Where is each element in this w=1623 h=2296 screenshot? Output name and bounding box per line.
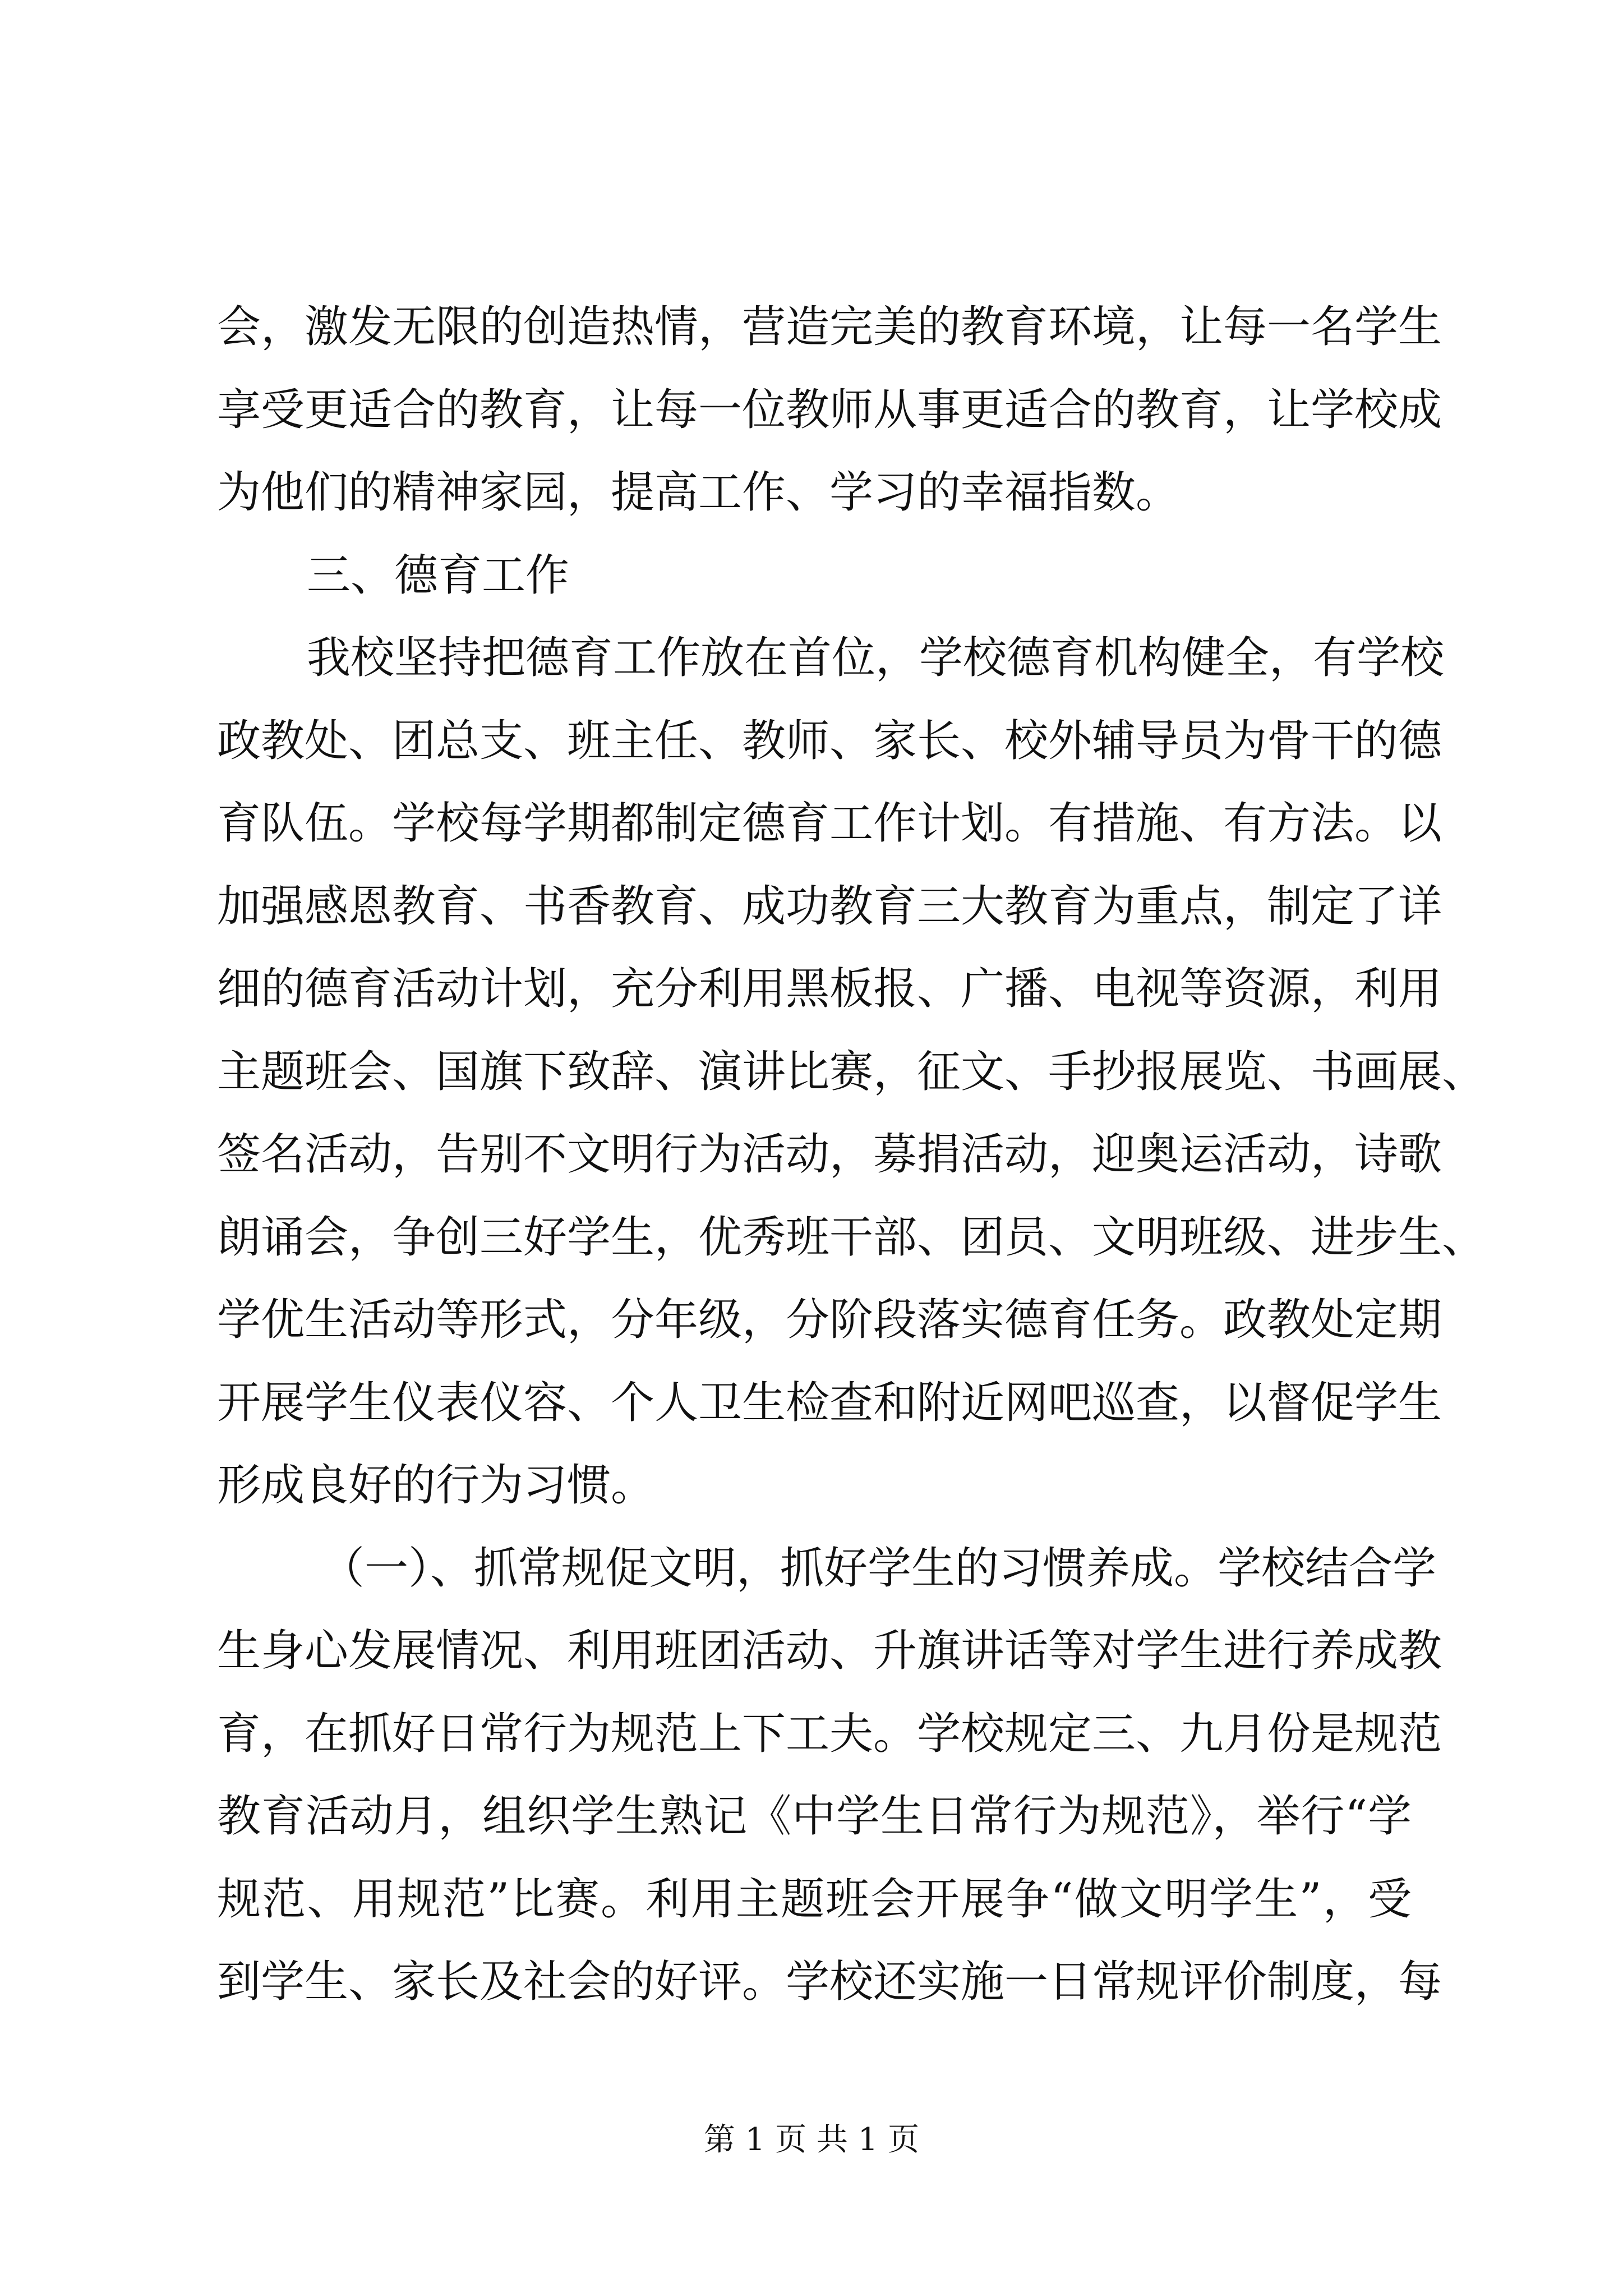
text-line: 朗诵会，争创三好学生，优秀班干部、团员、文明班级、进步生、 — [217, 1212, 1486, 1263]
text-line: 学优生活动等形式，分年级，分阶段落实德育任务。政教处定期 — [217, 1295, 1442, 1345]
text-line: 形成良好的行为习惯。 — [217, 1460, 655, 1511]
text-line: 育，在抓好日常行为规范上下工夫。学校规定三、九月份是规范 — [217, 1708, 1442, 1759]
text-line: 开展学生仪表仪容、个人卫生检查和附近网吧巡查，以督促学生 — [217, 1377, 1442, 1428]
text-line: 为他们的精神家园，提高工作、学习的幸福指数。 — [217, 467, 1180, 518]
page-number-footer: 第 1 页 共 1 页 — [703, 2122, 920, 2158]
text-line: 政教处、团总支、班主任、教师、家长、校外辅导员为骨干的德 — [217, 715, 1442, 766]
text-line: 享受更适合的教育，让每一位教师从事更适合的教育，让学校成 — [217, 384, 1442, 435]
text-line: 我校坚持把德育工作放在首位，学校德育机构健全，有学校 — [307, 633, 1445, 683]
text-line: 规范、用规范”比赛。利用主题班会开展争“做文明学生”，受 — [217, 1874, 1412, 1925]
subsection-line: （一）、抓常规促文明，抓好学生的习惯养成。学校结合学 — [321, 1543, 1437, 1594]
text-line: 加强感恩教育、书香教育、成功教育三大教育为重点，制定了详 — [217, 881, 1442, 932]
text-line: 育队伍。学校每学期都制定德育工作计划。有措施、有方法。以 — [217, 798, 1442, 849]
text-line: 主题班会、国旗下致辞、演讲比赛，征文、手抄报展览、书画展、 — [217, 1046, 1486, 1097]
text-line: 教育活动月，组织学生熟记《中学生日常行为规范》，举行“学 — [217, 1791, 1412, 1842]
text-line: 生身心发展情况、利用班团活动、升旗讲话等对学生进行养成教 — [217, 1626, 1442, 1676]
section-heading: 三、德育工作 — [307, 550, 570, 601]
body-text — [217, 286, 1486, 2024]
text-line: 签名活动，告别不文明行为活动，募捐活动，迎奥运活动，诗歌 — [217, 1129, 1442, 1180]
text-line: 到学生、家长及社会的好评。学校还实施一日常规评价制度，每 — [217, 1957, 1442, 2007]
text-line: 细的德育活动计划，充分利用黑板报、广播、电视等资源，利用 — [217, 964, 1442, 1014]
text-line: 会，激发无限的创造热情，营造完美的教育环境，让每一名学生 — [217, 302, 1442, 352]
